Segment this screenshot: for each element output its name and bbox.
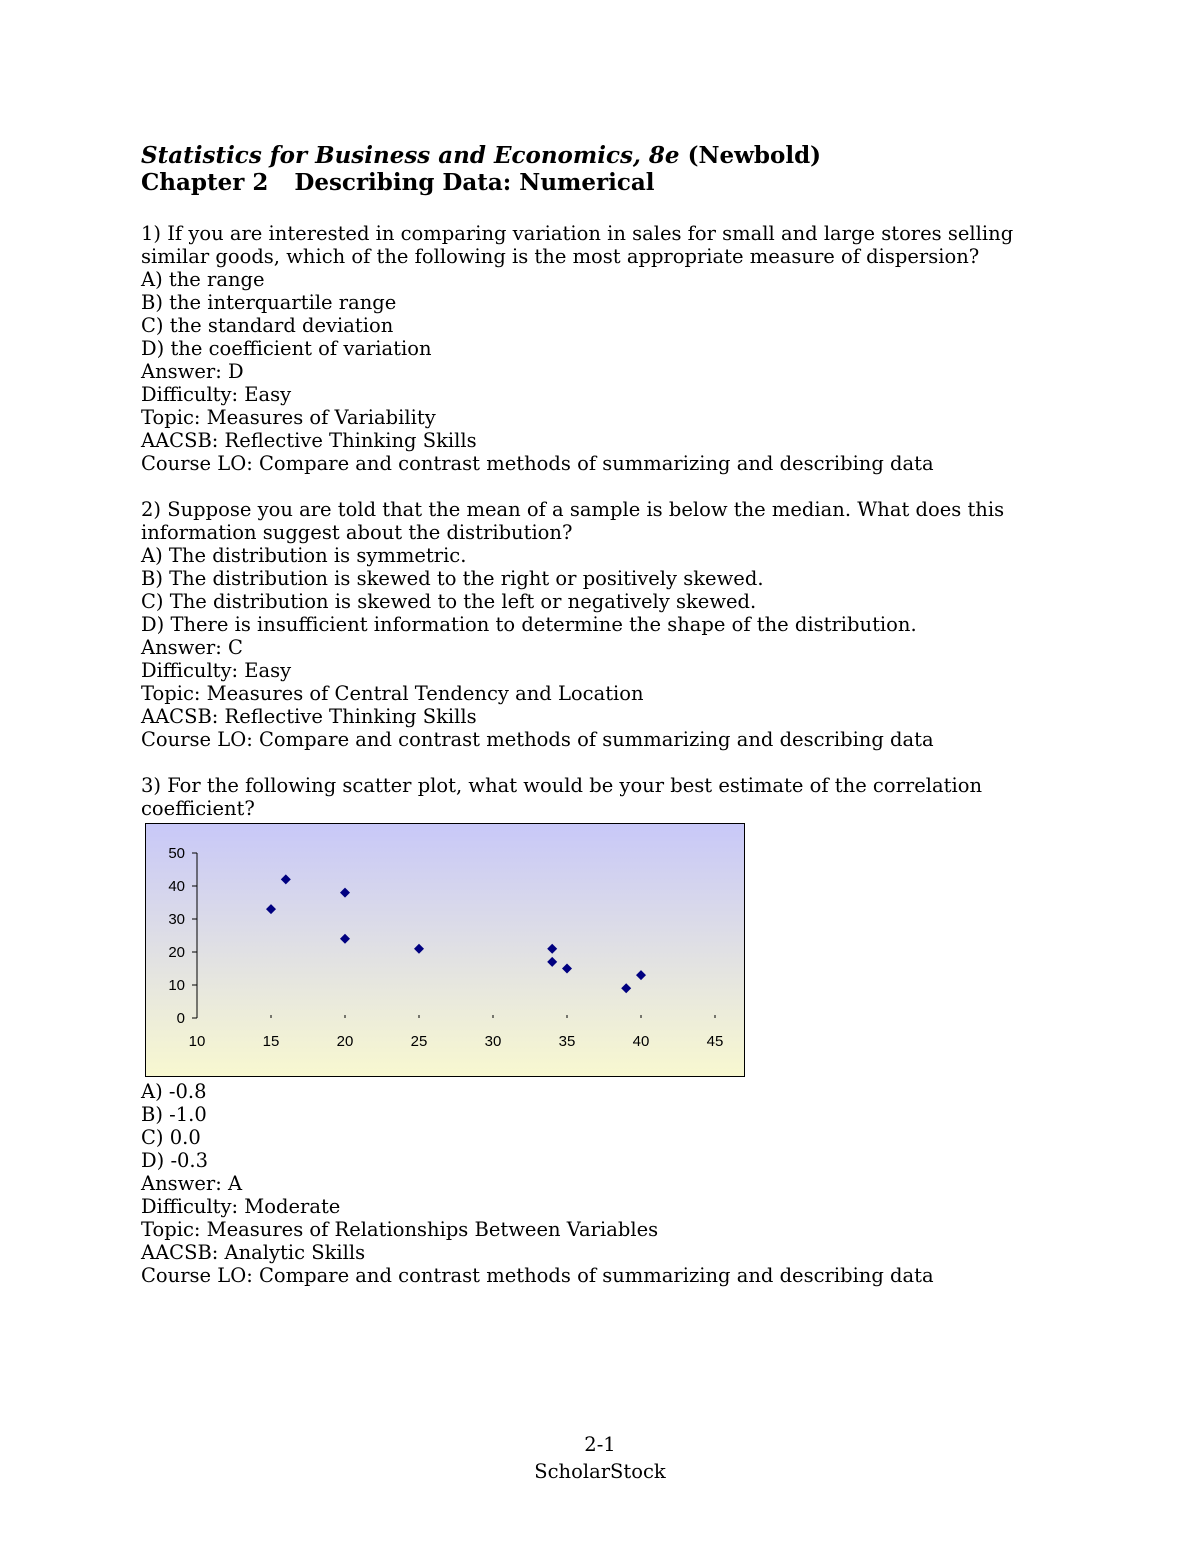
course-lo: Course LO: Compare and contrast methods of summarizing and describing data [141,1264,934,1287]
question-prompt: 1) If you are interested in comparing variation in sales for small and large stores selling [141,222,1014,245]
answer-option-c: C) 0.0 [141,1126,201,1149]
question-prompt: information suggest about the distribution? [141,521,573,544]
y-tick-label: 20 [168,944,185,961]
aacsb: AACSB: Reflective Thinking Skills [141,429,477,452]
x-tick-label: 10 [188,1033,206,1050]
book-title-line [141,142,1141,169]
chapter-heading [141,169,1141,196]
answer-option-d: D) -0.3 [141,1149,209,1172]
page-number: 2-1 [584,1433,616,1456]
x-tick-label: 25 [410,1033,428,1050]
answer-option-a: A) The distribution is symmetric. [141,544,467,567]
topic: Topic: Measures of Central Tendency and Location [141,682,644,705]
x-tick-label: 35 [558,1033,576,1050]
answer-option-b: B) the interquartile range [141,291,397,314]
answer-option-c: C) The distribution is skewed to the left or negatively skewed. [141,590,757,613]
document-page [141,142,1141,1287]
answer-option-a: A) the range [141,268,265,291]
answer-key: Answer: A [141,1172,243,1195]
answer-option-d: D) the coefficient of variation [141,337,432,360]
footer-watermark: ScholarStock [534,1460,666,1483]
answer-option-c: C) the standard deviation [141,314,394,337]
chapter-label: Chapter 2 [141,169,269,196]
aacsb: AACSB: Analytic Skills [141,1241,366,1264]
book-author: (Newbold) [687,142,822,169]
question-3 [141,774,1141,1287]
question-prompt: 3) For the following scatter plot, what would be your best estimate of the correlation [141,774,983,797]
question-1 [141,222,1141,475]
difficulty: Difficulty: Easy [141,659,292,682]
x-tick-label: 15 [262,1033,280,1050]
answer-key: Answer: D [141,360,244,383]
answer-option-a: A) -0.8 [141,1080,207,1103]
y-tick-label: 10 [168,977,185,994]
aacsb: AACSB: Reflective Thinking Skills [141,705,477,728]
x-tick-label: 20 [336,1033,354,1050]
difficulty: Difficulty: Easy [141,383,292,406]
scatter-plot [145,823,745,1077]
y-tick-label: 50 [168,845,185,862]
difficulty: Difficulty: Moderate [141,1195,341,1218]
y-tick-label: 40 [168,878,185,895]
course-lo: Course LO: Compare and contrast methods of summarizing and describing data [141,728,934,751]
topic: Topic: Measures of Relationships Between Variables [141,1218,659,1241]
course-lo: Course LO: Compare and contrast methods of summarizing and describing data [141,452,934,475]
x-tick-label: 45 [706,1033,724,1050]
question-prompt: 2) Suppose you are told that the mean of a sample is below the median. What does this [141,498,1005,521]
chart-background [146,824,745,1077]
book-title: Statistics for Business and Economics, 8e [141,142,680,169]
x-tick-label: 30 [484,1033,502,1050]
scatter-plot-svg [145,823,745,1077]
answer-option-b: B) -1.0 [141,1103,207,1126]
answer-option-d: D) There is insufficient information to determine the shape of the distribution. [141,613,917,636]
topic: Topic: Measures of Variability [141,406,436,429]
answer-option-b: B) The distribution is skewed to the right or positively skewed. [141,567,764,590]
chapter-title: Describing Data: Numerical [294,169,655,196]
answer-key: Answer: C [141,636,243,659]
y-tick-label: 30 [168,911,185,928]
question-prompt: coefficient? [141,797,255,820]
question-prompt: similar goods, which of the following is the most appropriate measure of dispersion? [141,245,980,268]
y-tick-label: 0 [176,1010,185,1027]
question-2 [141,498,1141,751]
x-tick-label: 40 [632,1033,650,1050]
